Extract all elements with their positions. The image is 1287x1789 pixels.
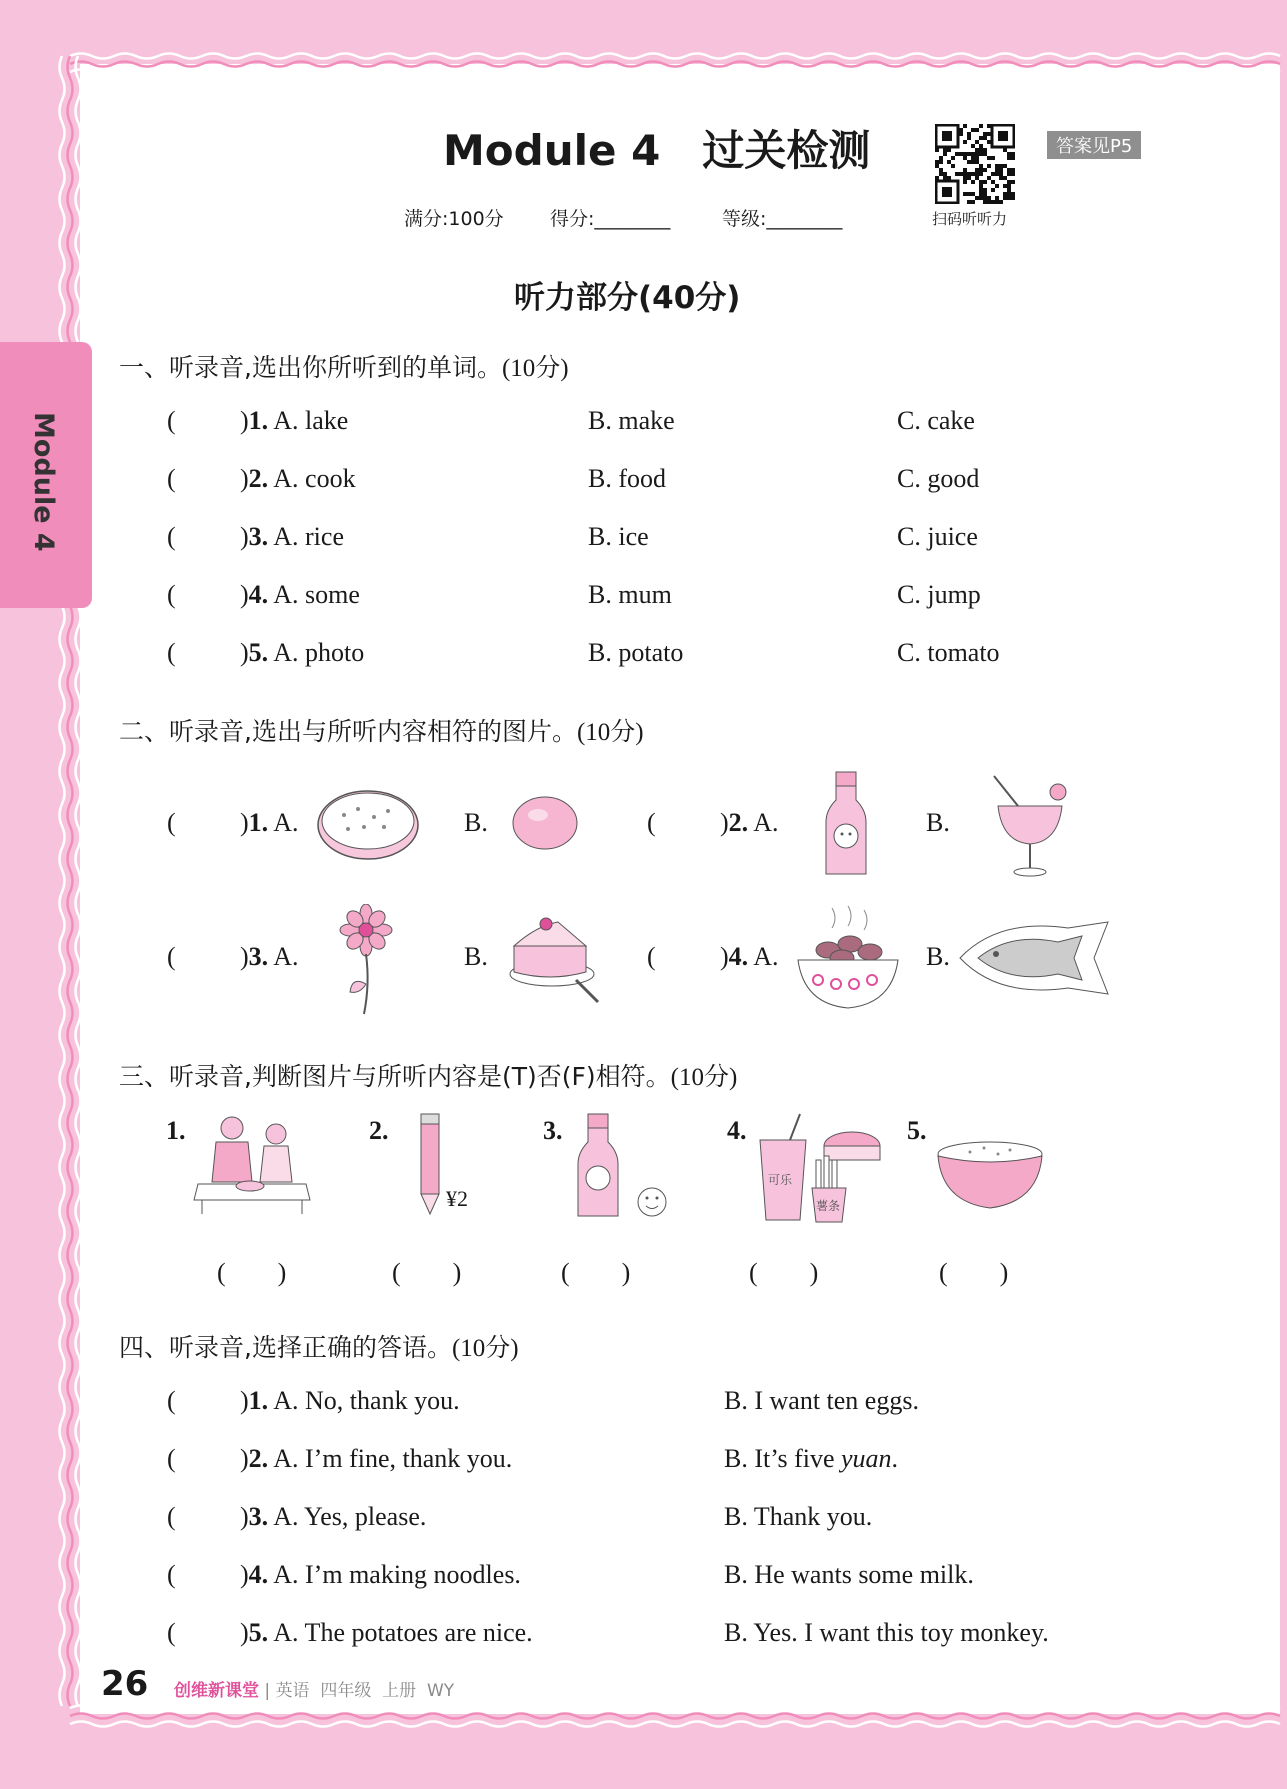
qr-module [1011, 192, 1015, 196]
cooking-family-icon[interactable] [192, 1112, 312, 1216]
qr-module [1003, 184, 1007, 188]
pencil-price-label: ¥2 [446, 1186, 468, 1211]
qr-module [999, 168, 1003, 172]
qr-finder-center [942, 187, 952, 197]
meat-bowl-icon[interactable] [792, 904, 904, 1016]
score-field[interactable]: 得分:________ [550, 208, 671, 230]
s2-q1: )1. A. [240, 808, 299, 837]
s4-q3-paren[interactable]: ( [167, 1502, 176, 1531]
qr-module [971, 160, 975, 164]
footer-brand: 创维新课堂 [174, 1681, 259, 1701]
qr-module [991, 200, 995, 204]
qr-module [943, 148, 947, 152]
s1-q5-option-c[interactable]: C. tomato [897, 638, 1000, 667]
s4-q4-option-b[interactable]: B. He wants some milk. [724, 1560, 974, 1589]
qr-module [967, 192, 971, 196]
qr-module [975, 140, 979, 144]
qr-module [979, 196, 983, 200]
qr-module [979, 172, 983, 176]
qr-module [959, 172, 963, 176]
s3-q2-answer[interactable]: ( ) [392, 1258, 462, 1287]
qr-module [1011, 196, 1015, 200]
section-4-title: 四、听录音,选择正确的答语。(10分) [119, 1333, 519, 1362]
qr-module [991, 188, 995, 192]
milk-smile-icon[interactable] [570, 1112, 674, 1220]
s1-q5-paren[interactable]: ( [167, 638, 176, 667]
s1-q2-option-a[interactable]: )2. A. cook [240, 464, 356, 493]
qr-module [1007, 172, 1011, 176]
s1-q4-option-a[interactable]: )4. A. some [240, 580, 360, 609]
qr-module [987, 200, 991, 204]
qr-module [979, 136, 983, 140]
qr-module [979, 168, 983, 172]
s2-q3-paren[interactable]: ( [167, 942, 176, 971]
border-wave [70, 70, 1280, 75]
section-1-title: 一、听录音,选出你所听到的单词。(10分) [119, 353, 569, 382]
qr-module [943, 172, 947, 176]
s1-q1-option-a[interactable]: )1. A. lake [240, 406, 349, 435]
qr-finder-center [998, 131, 1008, 141]
border-wave [70, 1722, 1280, 1727]
s4-q2-option-a[interactable]: )2. A. I’m fine, thank you. [240, 1444, 513, 1473]
qr-finder-center [942, 131, 952, 141]
qr-module [983, 192, 987, 196]
s1-q5-option-b[interactable]: B. potato [588, 638, 684, 667]
s1-q4-option-b[interactable]: B. mum [588, 580, 672, 609]
fast-food-icon[interactable] [754, 1112, 882, 1224]
s4-q4-option-a[interactable]: )4. A. I’m making noodles. [240, 1560, 521, 1589]
qr-module [995, 184, 999, 188]
qr-module [983, 188, 987, 192]
cola-label: 可乐 [768, 1173, 793, 1187]
qr-module [995, 164, 999, 168]
qr-module [995, 200, 999, 204]
s2-q1-option-b: B. [464, 808, 488, 837]
s4-q2-option-b[interactable]: B. It’s five yuan. [724, 1444, 899, 1473]
qr-module [1003, 196, 1007, 200]
s3-q3-number: 3. [543, 1116, 563, 1145]
qr-module [975, 152, 979, 156]
qr-module [979, 192, 983, 196]
rice-bowl-icon[interactable] [934, 1138, 1046, 1212]
s1-q3-option-a[interactable]: )3. A. rice [240, 522, 344, 551]
qr-module [935, 160, 939, 164]
qr-module [963, 180, 967, 184]
section-2-title: 二、听录音,选出与所听内容相符的图片。(10分) [119, 717, 644, 746]
s1-q2-option-c[interactable]: C. good [897, 464, 980, 493]
s2-q2: )2. A. [720, 808, 779, 837]
s1-q2-paren[interactable]: ( [167, 464, 176, 493]
qr-module [963, 172, 967, 176]
qr-module [947, 176, 951, 180]
qr-module [991, 180, 995, 184]
qr-module [963, 156, 967, 160]
qr-module [995, 172, 999, 176]
qr-module [971, 144, 975, 148]
qr-module [979, 152, 983, 156]
qr-module [943, 176, 947, 180]
qr-module [979, 124, 983, 128]
border-wave [70, 62, 1280, 67]
qr-module [963, 152, 967, 156]
s1-q5-option-a[interactable]: )5. A. photo [240, 638, 365, 667]
s2-q2-option-b: B. [926, 808, 950, 837]
qr-module [967, 176, 971, 180]
border-wave [68, 56, 73, 1706]
qr-module [967, 136, 971, 140]
qr-module [1011, 168, 1015, 172]
qr-module [995, 168, 999, 172]
qr-module [935, 176, 939, 180]
qr-module [975, 176, 979, 180]
s1-q3-option-b[interactable]: B. ice [588, 522, 649, 551]
qr-module [967, 200, 971, 204]
qr-module [967, 172, 971, 176]
qr-module [1011, 172, 1015, 176]
qr-module [947, 148, 951, 152]
qr-module [939, 160, 943, 164]
s3-q3-answer[interactable]: ( ) [561, 1258, 631, 1287]
border-wave [76, 56, 81, 1706]
s1-q1-option-b[interactable]: B. make [588, 406, 675, 435]
s1-q1-paren[interactable]: ( [167, 406, 176, 435]
s4-q4-paren[interactable]: ( [167, 1560, 176, 1589]
qr-module [987, 164, 991, 168]
qr-module [959, 132, 963, 136]
qr-module [971, 192, 975, 196]
qr-module [1003, 192, 1007, 196]
qr-module [1011, 152, 1015, 156]
s3-q5-number: 5. [907, 1116, 927, 1145]
fish-plate-icon[interactable] [958, 918, 1110, 1000]
qr-module [975, 128, 979, 132]
qr-module [999, 176, 1003, 180]
qr-module [979, 180, 983, 184]
qr-module [1011, 180, 1015, 184]
qr-module [1007, 152, 1011, 156]
border-wave [70, 1714, 1280, 1719]
qr-module [971, 156, 975, 160]
qr-module [963, 124, 967, 128]
qr-module [991, 172, 995, 176]
qr-module [963, 176, 967, 180]
s3-q1-answer[interactable]: ( ) [217, 1258, 287, 1287]
juice-glass-icon[interactable] [990, 772, 1070, 880]
qr-module [975, 168, 979, 172]
footer-book-info: 创维新课堂 | 英语 四年级 上册 WY [174, 1681, 455, 1701]
qr-module [967, 132, 971, 136]
page-number: 26 [101, 1664, 149, 1704]
qr-module [975, 160, 979, 164]
s2-q1-paren[interactable]: ( [167, 808, 176, 837]
s4-q1-paren[interactable]: ( [167, 1386, 176, 1415]
qr-module [975, 156, 979, 160]
full-score-label: 满分:100分 [404, 208, 504, 230]
qr-module [1007, 192, 1011, 196]
grade-field[interactable]: 等级:________ [722, 208, 843, 230]
qr-caption: 扫码听听力 [932, 210, 1008, 228]
qr-module [995, 196, 999, 200]
qr-module [951, 164, 955, 168]
qr-module [979, 188, 983, 192]
qr-module [959, 128, 963, 132]
s2-q3-option-b: B. [464, 942, 488, 971]
qr-module [1003, 176, 1007, 180]
s3-q4-answer[interactable]: ( ) [749, 1258, 819, 1287]
qr-module [1003, 148, 1007, 152]
qr-module [971, 152, 975, 156]
qr-module [1007, 168, 1011, 172]
qr-module [955, 172, 959, 176]
listening-part-title: 听力部分(40分) [514, 280, 741, 316]
s4-q5-paren[interactable]: ( [167, 1618, 176, 1647]
qr-module [967, 160, 971, 164]
qr-module [943, 152, 947, 156]
qr-module [959, 152, 963, 156]
qr-module [983, 180, 987, 184]
border-wave [70, 54, 1280, 59]
cake-icon[interactable] [506, 910, 606, 1006]
qr-module [955, 152, 959, 156]
border-wave [60, 56, 65, 1706]
qr-module [979, 148, 983, 152]
flower-icon[interactable] [336, 904, 396, 1016]
qr-module [1011, 156, 1015, 160]
qr-module [979, 184, 983, 188]
qr-module [963, 192, 967, 196]
s4-q5-option-a[interactable]: )5. A. The potatoes are nice. [240, 1618, 533, 1647]
border-wave [70, 1706, 1280, 1711]
s4-q2-paren[interactable]: ( [167, 1444, 176, 1473]
qr-module [999, 172, 1003, 176]
page-title: Module 4 过关检测 [443, 126, 871, 175]
s3-q5-answer[interactable]: ( ) [939, 1258, 1009, 1287]
qr-module [987, 156, 991, 160]
qr-module [1007, 184, 1011, 188]
qr-module [975, 196, 979, 200]
s1-q3-paren[interactable]: ( [167, 522, 176, 551]
qr-module [987, 196, 991, 200]
section-3-title: 三、听录音,判断图片与所听内容是(T)否(F)相符。(10分) [119, 1062, 738, 1091]
qr-module [1003, 164, 1007, 168]
pencil-price-icon[interactable] [415, 1112, 445, 1216]
qr-module [983, 136, 987, 140]
qr-module [983, 200, 987, 204]
qr-module [983, 168, 987, 172]
qr-module [939, 168, 943, 172]
s2-q4-option-b: B. [926, 942, 950, 971]
qr-module [975, 172, 979, 176]
qr-module [999, 200, 1003, 204]
qr-module [975, 148, 979, 152]
s4-q5-option-b[interactable]: B. Yes. I want this toy monkey. [724, 1618, 1049, 1647]
qr-module [939, 172, 943, 176]
s3-q4-number: 4. [727, 1116, 747, 1145]
qr-module [947, 160, 951, 164]
qr-code-icon[interactable] [935, 124, 1015, 204]
qr-module [987, 176, 991, 180]
answer-reference-badge: 答案见P5 [1047, 131, 1141, 159]
qr-module [983, 196, 987, 200]
qr-module [971, 128, 975, 132]
qr-module [979, 164, 983, 168]
qr-module [1007, 156, 1011, 160]
qr-module [991, 156, 995, 160]
qr-module [971, 180, 975, 184]
qr-module [939, 156, 943, 160]
s4-q3-option-a[interactable]: )3. A. Yes, please. [240, 1502, 427, 1531]
milk-bottle-icon[interactable] [822, 770, 870, 880]
qr-module [987, 132, 991, 136]
s1-q1-option-c[interactable]: C. cake [897, 406, 975, 435]
qr-module [971, 200, 975, 204]
s4-q1-option-b[interactable]: B. I want ten eggs. [724, 1386, 919, 1415]
qr-module [935, 164, 939, 168]
qr-module [983, 152, 987, 156]
qr-module [983, 148, 987, 152]
s1-q4-option-c[interactable]: C. jump [897, 580, 981, 609]
side-tab-label: Module 4 [28, 412, 59, 552]
qr-module [1007, 196, 1011, 200]
s2-q3: )3. A. [240, 942, 299, 971]
module-side-tab [0, 342, 92, 608]
s1-q3-option-c[interactable]: C. juice [897, 522, 978, 551]
qr-module [935, 148, 939, 152]
qr-module [987, 124, 991, 128]
s4-q3-option-b[interactable]: B. Thank you. [724, 1502, 873, 1531]
s2-q2-paren[interactable]: ( [647, 808, 656, 837]
s2-q4-paren[interactable]: ( [647, 942, 656, 971]
s1-q4-paren[interactable]: ( [167, 580, 176, 609]
qr-module [967, 152, 971, 156]
s2-q4: )4. A. [720, 942, 779, 971]
fries-label: 薯条 [816, 1199, 841, 1213]
qr-module [987, 140, 991, 144]
qr-module [963, 140, 967, 144]
qr-module [983, 132, 987, 136]
s3-q1-number: 1. [166, 1116, 186, 1145]
qr-module [1007, 188, 1011, 192]
s1-q2-option-b[interactable]: B. food [588, 464, 666, 493]
egg-icon[interactable] [510, 793, 580, 853]
qr-module [951, 156, 955, 160]
s4-q1-option-a[interactable]: )1. A. No, thank you. [240, 1386, 460, 1415]
qr-module [971, 172, 975, 176]
rice-bowl-icon[interactable] [314, 785, 422, 865]
qr-module [1007, 180, 1011, 184]
qr-module [999, 164, 1003, 168]
s3-q2-number: 2. [369, 1116, 389, 1145]
qr-module [963, 168, 967, 172]
qr-module [979, 144, 983, 148]
